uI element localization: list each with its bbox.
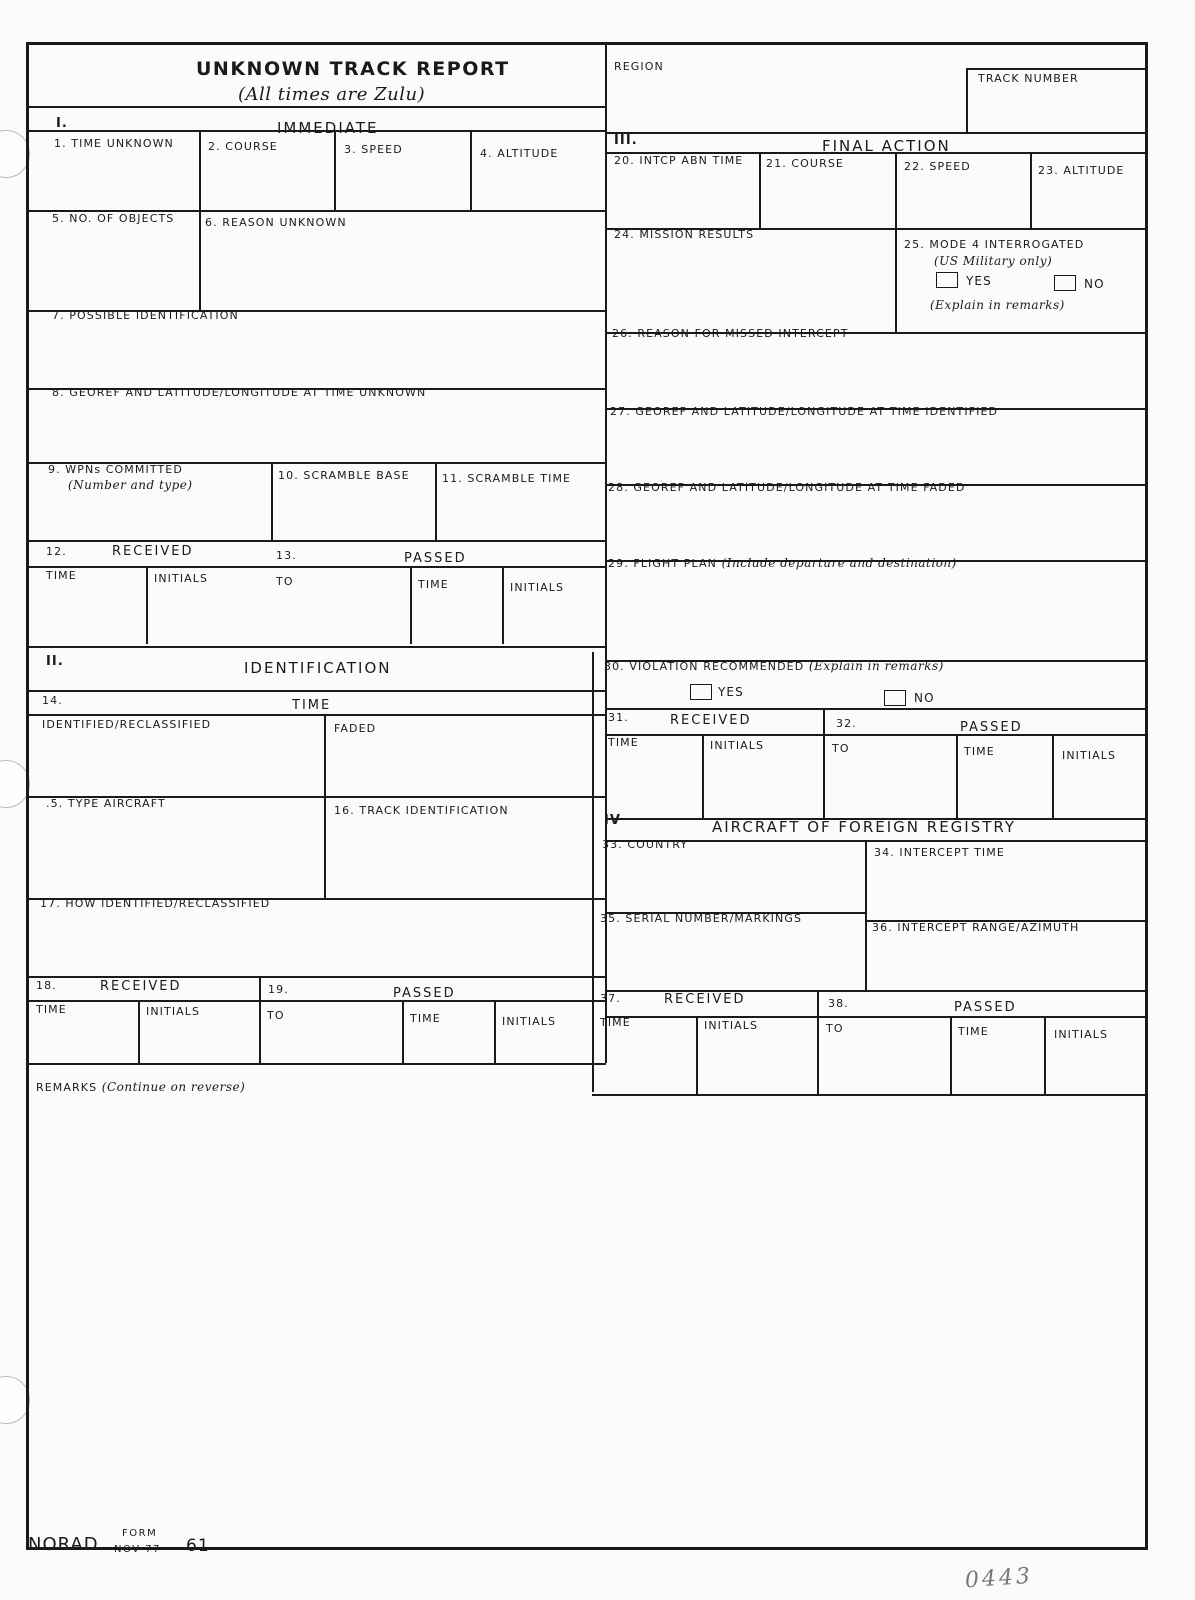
f18-received-title: RECEIVED	[100, 979, 182, 994]
f19-passed-title: PASSED	[393, 986, 456, 1001]
f6-field[interactable]	[203, 234, 601, 304]
f10-scramble-base-label: 10. SCRAMBLE BASE	[278, 469, 410, 482]
f6-reason-unknown-label: 6. REASON UNKNOWN	[205, 216, 347, 229]
f13-initials-label: INITIALS	[510, 581, 565, 594]
f12-number: 12.	[46, 545, 67, 558]
f21-course-label: 21. COURSE	[766, 157, 844, 170]
f8-georef-time-unknown-label: 8. GEOREF AND LATITUDE/LONGITUDE AT TIME UNKNOWN	[52, 386, 427, 399]
f27-field[interactable]	[608, 424, 1144, 480]
f7-possible-identification-label: 7. POSSIBLE IDENTIFICATION	[52, 309, 239, 322]
f13-number: 13.	[276, 549, 297, 562]
f37-initials-field[interactable]	[700, 1038, 813, 1090]
f37-time-label: TIME	[600, 1016, 631, 1029]
f38-to-field[interactable]	[821, 1042, 946, 1090]
f12-initials-label: INITIALS	[154, 572, 209, 585]
f25-mode4-label: 25. MODE 4 INTERROGATED	[904, 238, 1085, 251]
footer-form-word: FORM	[122, 1528, 158, 1539]
f19-initials-label: INITIALS	[502, 1015, 557, 1028]
f18-initials-label: INITIALS	[146, 1005, 201, 1018]
f32-time-field[interactable]	[960, 764, 1048, 814]
f19-initials-field[interactable]	[498, 1032, 602, 1060]
f14-time-title: TIME	[292, 698, 332, 713]
f13-passed-title: PASSED	[404, 551, 467, 566]
f32-passed-title: PASSED	[960, 720, 1023, 735]
f25-no-checkbox[interactable]	[1054, 275, 1076, 291]
section-2-roman: II.	[46, 654, 64, 669]
section-4-title: AIRCRAFT OF FOREIGN REGISTRY	[712, 818, 1017, 836]
f27-georef-time-identified-label: 27. GEOREF AND LATITUDE/LONGITUDE AT TIME IDENTIFIED	[610, 405, 999, 418]
f25-yes-checkbox[interactable]	[936, 272, 958, 288]
form-subtitle: (All times are Zulu)	[238, 84, 426, 105]
f38-passed-title: PASSED	[954, 1000, 1017, 1015]
f11-field[interactable]	[439, 490, 599, 536]
f4-altitude-label: 4. ALTITUDE	[480, 147, 559, 160]
f15-field[interactable]	[36, 816, 320, 892]
f15-type-aircraft-label: .5. TYPE AIRCRAFT	[46, 797, 166, 810]
f13-time-field[interactable]	[414, 598, 498, 640]
f23-altitude-label: 23. ALTITUDE	[1038, 164, 1125, 177]
f9-field[interactable]	[36, 496, 266, 536]
f14-faded-field[interactable]	[330, 740, 600, 790]
f30-label-text: 30. VIOLATION RECOMMENDED	[604, 660, 805, 673]
f11-scramble-time-label: 11. SCRAMBLE TIME	[442, 472, 572, 485]
f31-initials-label: INITIALS	[710, 739, 765, 752]
f25-yes-label: YES	[966, 274, 992, 288]
f31-initials-field[interactable]	[706, 758, 820, 814]
f16-field[interactable]	[330, 822, 600, 896]
f14-number: 14.	[42, 694, 63, 707]
region-field[interactable]	[608, 74, 958, 114]
f31-received-title: RECEIVED	[670, 713, 752, 728]
f37-received-title: RECEIVED	[664, 992, 746, 1007]
footer-date: NOV 77	[114, 1544, 161, 1555]
f33-country-label: 33. COUNTRY	[602, 838, 689, 851]
f26-reason-missed-intercept-label: 26. REASON FOR MISSED INTERCEPT	[612, 327, 849, 340]
f13-time-label: TIME	[418, 578, 449, 591]
f32-initials-label: INITIALS	[1062, 749, 1117, 762]
f30-no-checkbox[interactable]	[884, 690, 906, 706]
f38-time-field[interactable]	[954, 1044, 1040, 1090]
f24-mission-results-label: 24. MISSION RESULTS	[614, 228, 755, 241]
f35-serial-markings-label: 35. SERIAL NUMBER/MARKINGS	[600, 912, 803, 925]
f8-field[interactable]	[36, 404, 601, 458]
f28-field[interactable]	[608, 500, 1144, 556]
f22-field[interactable]	[899, 178, 1027, 226]
footer-org: NORAD	[28, 1534, 99, 1555]
f23-field[interactable]	[1034, 182, 1144, 228]
f32-to-field[interactable]	[827, 762, 952, 814]
f32-initials-field[interactable]	[1056, 768, 1144, 816]
f35-field[interactable]	[604, 932, 862, 982]
f37-initials-label: INITIALS	[704, 1019, 759, 1032]
f12-initials-field[interactable]	[150, 592, 266, 638]
f2-course-label: 2. COURSE	[208, 140, 278, 153]
section-1-title: IMMEDIATE	[277, 119, 379, 137]
f19-number: 19.	[268, 983, 289, 996]
f31-number: 31.	[608, 711, 629, 724]
f9-weapons-committed-label: 9. WPNs COMMITTED	[48, 463, 183, 476]
f14-identified-field[interactable]	[36, 736, 320, 786]
f34-intercept-time-label: 34. INTERCEPT TIME	[874, 846, 1005, 859]
f18-initials-field[interactable]	[142, 1024, 256, 1060]
f14-faded-label: FADED	[334, 722, 377, 735]
f1-time-unknown-label: 1. TIME UNKNOWN	[54, 137, 174, 150]
f31-time-field[interactable]	[608, 756, 698, 812]
f32-to-label: TO	[832, 742, 850, 755]
f14-identified-label: IDENTIFIED/RECLASSIFIED	[42, 718, 212, 731]
f13-initials-field[interactable]	[506, 600, 600, 640]
f36-field[interactable]	[869, 940, 1144, 986]
f38-initials-label: INITIALS	[1054, 1028, 1109, 1041]
f3-field[interactable]	[338, 160, 466, 210]
f20-field[interactable]	[610, 172, 755, 222]
f22-speed-label: 22. SPEED	[904, 160, 971, 173]
f25-no-label: NO	[1084, 277, 1105, 291]
f5-field[interactable]	[36, 230, 196, 300]
f29-field[interactable]	[606, 578, 1144, 654]
f10-field[interactable]	[275, 488, 430, 536]
f32-time-label: TIME	[964, 745, 995, 758]
f19-to-label: TO	[267, 1009, 285, 1022]
f29-flight-plan-label	[608, 556, 957, 570]
f33-field[interactable]	[604, 856, 862, 908]
remarks-label-sub: (Continue on reverse)	[101, 1080, 246, 1094]
f9-weapons-committed-sub: (Number and type)	[68, 478, 193, 492]
f25-mode4-sub: (US Military only)	[934, 254, 1053, 268]
f29-label-sub: (Include departure and destination)	[721, 556, 957, 570]
f38-to-label: TO	[826, 1022, 844, 1035]
remarks-label	[36, 1080, 245, 1094]
section-3-roman: III.	[614, 133, 638, 148]
f16-track-identification-label: 16. TRACK IDENTIFICATION	[334, 804, 509, 817]
f28-georef-time-faded-label: 28. GEOREF AND LATITUDE/LONGITUDE AT TIME FADED	[608, 481, 966, 494]
track-number-label: TRACK NUMBER	[978, 72, 1079, 85]
f3-speed-label: 3. SPEED	[344, 143, 403, 156]
f29-label-text: 29. FLIGHT PLAN	[608, 557, 717, 570]
f19-to-field[interactable]	[263, 1028, 399, 1060]
f30-no-label: NO	[914, 691, 935, 705]
section-1-roman: I.	[56, 116, 68, 131]
f4-field[interactable]	[474, 165, 602, 211]
f12-received-title: RECEIVED	[112, 544, 194, 559]
f7-field[interactable]	[36, 326, 601, 384]
f17-field[interactable]	[36, 916, 601, 976]
f13-to-field[interactable]	[275, 596, 405, 640]
f30-violation-label	[604, 659, 944, 673]
f19-time-field[interactable]	[406, 1030, 490, 1060]
f18-number: 18.	[36, 979, 57, 992]
f30-yes-checkbox[interactable]	[690, 684, 712, 700]
f30-yes-label: YES	[718, 685, 744, 699]
region-label: REGION	[614, 60, 664, 73]
f38-initials-field[interactable]	[1048, 1046, 1144, 1090]
remarks-label-text: REMARKS	[36, 1081, 98, 1094]
f21-field[interactable]	[763, 174, 891, 224]
section-2-title: IDENTIFICATION	[244, 659, 392, 677]
f30-label-sub: (Explain in remarks)	[808, 659, 944, 673]
f25-explain-sub: (Explain in remarks)	[930, 298, 1065, 312]
f12-time-field[interactable]	[36, 590, 142, 638]
f31-time-label: TIME	[608, 736, 639, 749]
remarks-field[interactable]	[34, 1100, 1142, 1540]
section-3-title: FINAL ACTION	[822, 137, 951, 155]
f34-field[interactable]	[869, 864, 1144, 914]
f38-time-label: TIME	[958, 1025, 989, 1038]
f32-number: 32.	[836, 717, 857, 730]
section-4-roman: IV	[604, 813, 622, 828]
track-number-field[interactable]	[970, 88, 1145, 130]
footer-handwritten-note: 0443	[964, 1563, 1034, 1594]
f37-number: 37.	[600, 992, 621, 1005]
f20-intcp-abn-time-label: 20. INTCP ABN TIME	[614, 154, 744, 167]
form-title: UNKNOWN TRACK REPORT	[196, 58, 510, 80]
f37-time-field[interactable]	[604, 1036, 692, 1090]
f26-field[interactable]	[610, 346, 1144, 402]
f19-time-label: TIME	[410, 1012, 441, 1025]
f18-time-field[interactable]	[32, 1022, 134, 1060]
f12-time-label: TIME	[46, 569, 77, 582]
f18-time-label: TIME	[36, 1003, 67, 1016]
f17-how-identified-label: 17. HOW IDENTIFIED/RECLASSIFIED	[40, 897, 271, 910]
f36-intercept-range-azimuth-label: 36. INTERCEPT RANGE/AZIMUTH	[872, 921, 1080, 934]
f24-field[interactable]	[610, 248, 890, 326]
f38-number: 38.	[828, 997, 849, 1010]
f13-to-label: TO	[276, 575, 294, 588]
f1-field[interactable]	[40, 155, 195, 207]
footer-form-number: 61	[186, 1536, 210, 1556]
f5-no-of-objects-label: 5. NO. OF OBJECTS	[52, 212, 175, 225]
f2-field[interactable]	[203, 158, 331, 208]
